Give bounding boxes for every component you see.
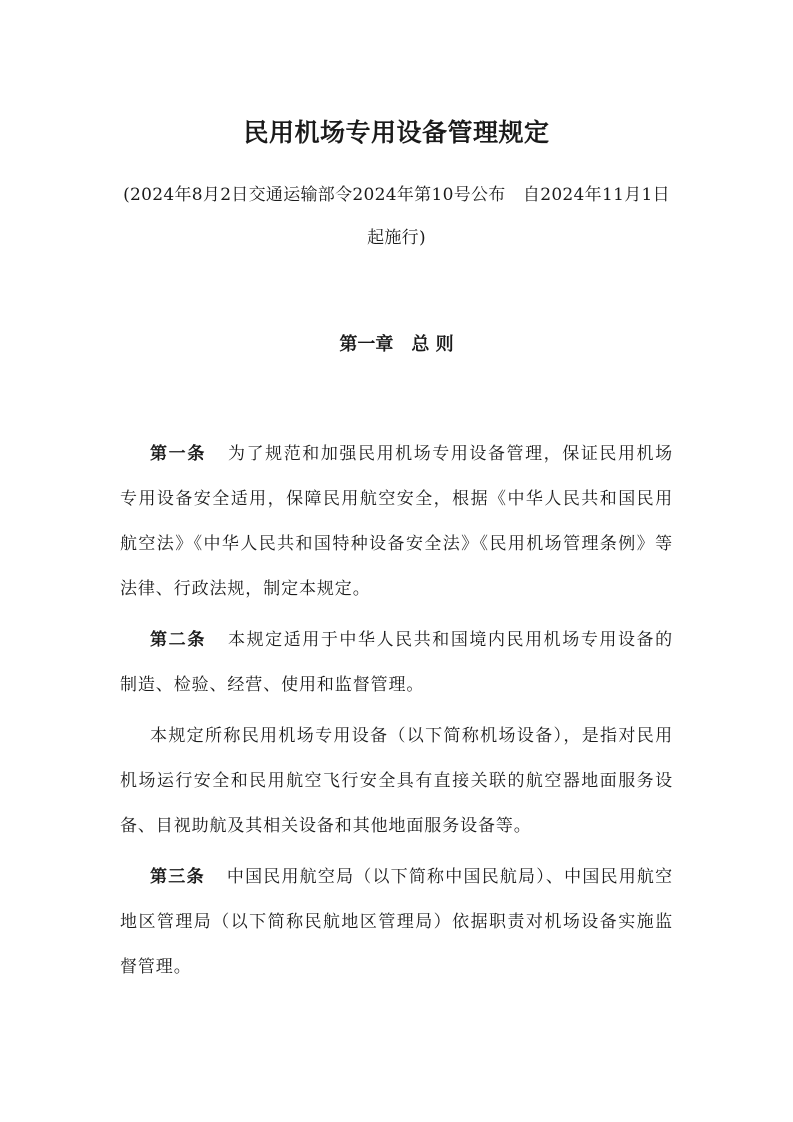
article-2-paragraph <box>120 618 673 708</box>
article-2-continuation-paragraph <box>120 714 673 849</box>
article-text: 中国民用航空局（以下简称中国民航局）、中国民用航空地区管理局（以下简称民航地区管理局）依据职责对机场设备实施监督管理。 <box>120 867 674 977</box>
article-label: 第二条 <box>150 630 207 650</box>
article-text: 为了规范和加强民用机场专用设备管理，保证民用机场专用设备安全适用，保障民用航空安全，根据《中华人民共和国民用航空法》《中华人民共和国特种设备安全法》《民用机场管理条例》等法律、行政法规，制定本规定。 <box>120 444 673 599</box>
article-text: 本规定适用于中华人民共和国境内民用机场专用设备的制造、检验、经营、使用和监督管理。 <box>120 630 673 695</box>
issuance-note: (2024年8月2日交通运输部令2024年第10号公布 自2024年11月1日起施行) <box>123 185 670 248</box>
article-label: 第一条 <box>150 444 207 464</box>
page-title: 民用机场专用设备管理规定 <box>243 118 550 147</box>
article-label: 第三条 <box>150 867 205 887</box>
body-text <box>120 432 673 996</box>
article-1-paragraph <box>120 432 673 612</box>
article-text: 本规定所称民用机场专用设备（以下简称机场设备），是指对民用机场运行安全和民用航空飞行安全具有直接关联的航空器地面服务设备、目视助航及其相关设备和其他地面服务设备等。 <box>120 726 673 836</box>
chapter-heading: 第一章 总 则 <box>339 334 454 355</box>
article-3-paragraph <box>120 855 673 990</box>
